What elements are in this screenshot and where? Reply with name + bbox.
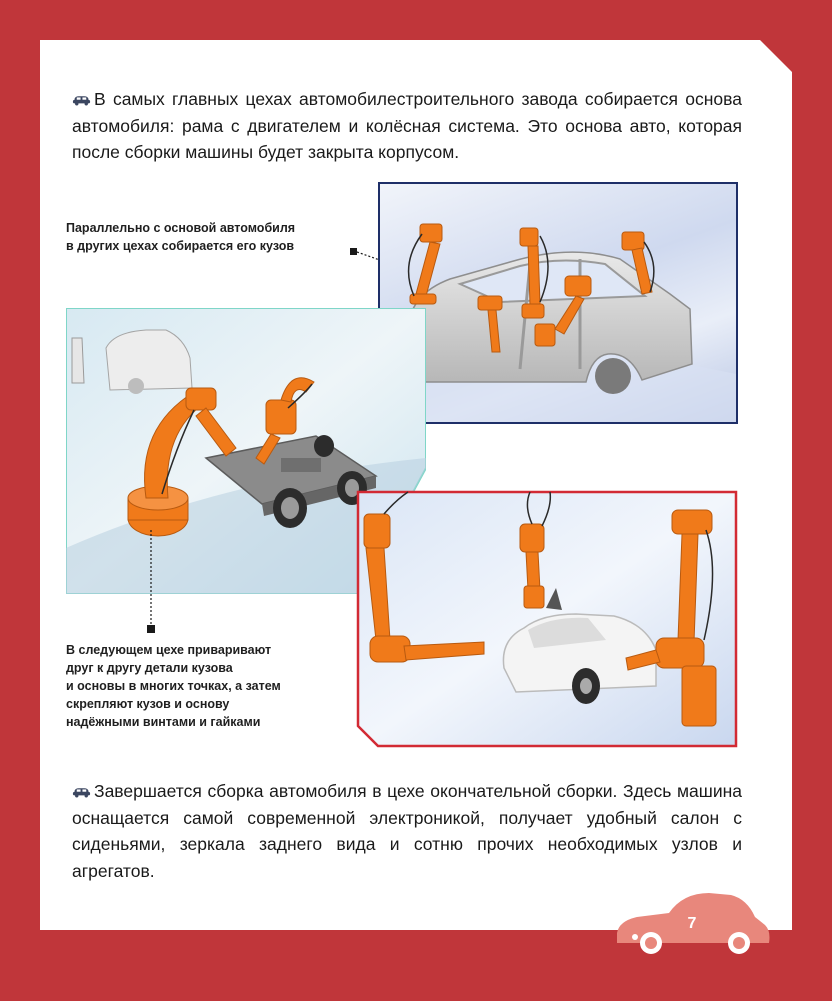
- car-icon: [72, 94, 91, 106]
- caption-line: В следующем цехе приваривают: [66, 643, 272, 657]
- caption-body-assembly: [66, 219, 366, 255]
- caption-line: Параллельно с основой автомобиля: [66, 221, 296, 235]
- photo-car-welding: [356, 490, 738, 748]
- final-text: Завершается сборка автомобиля в цехе окончательной сборки. Здесь машина оснащается самой современной электроникой, получает удобный салон с сиденьями, зеркала заднего вида и сотню прочих необходимых узлов и агрегатов.: [72, 781, 742, 881]
- intro-paragraph: [72, 86, 742, 166]
- caption-welding: [66, 641, 366, 731]
- caption-line: в других цехах собирается его кузов: [66, 239, 295, 253]
- photo-body-welding-line: [378, 182, 738, 424]
- intro-text: В самых главных цехах автомобилестроительного завода собирается основа автомобиля: рама с двигателем и колёсная система. Это основа авто, которая после сборки машины будет закрыта корпусом.: [72, 89, 742, 162]
- car-body-shell: [408, 252, 692, 394]
- body-shop-illustration: [380, 184, 736, 422]
- page-number: 7: [687, 915, 697, 932]
- caption-line: друг к другу детали кузова: [66, 661, 233, 675]
- caption-weld-leader: [145, 530, 157, 634]
- car-icon: [72, 786, 91, 798]
- caption-line: и основы в многих точках, а затем: [66, 679, 281, 693]
- caption-line: скрепляют кузов и основу: [66, 697, 230, 711]
- final-paragraph: [72, 778, 742, 884]
- caption-line: надёжными винтами и гайками: [66, 715, 261, 729]
- welding-illustration: [356, 490, 738, 748]
